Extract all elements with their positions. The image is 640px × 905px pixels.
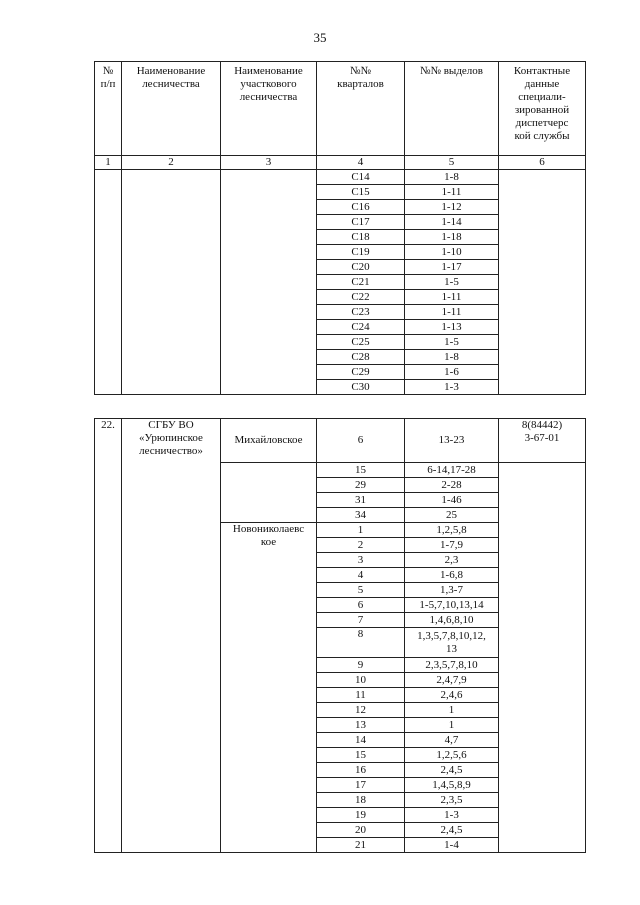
spacer-cell bbox=[95, 395, 122, 419]
quarter-cell: С18 bbox=[317, 230, 405, 245]
plots-value: 1,4,6,8,10 bbox=[429, 613, 474, 626]
quarter-cell: 16 bbox=[317, 763, 405, 778]
plots-value: 1-7,9 bbox=[440, 538, 463, 551]
forestry-name: СГБУ ВО «Урюпинское лесничество» bbox=[139, 419, 203, 457]
quarter-cell: С28 bbox=[317, 350, 405, 365]
header-plots: №№ выделов bbox=[405, 62, 499, 156]
plots-cell bbox=[405, 703, 499, 718]
plots-cell: 1-5 bbox=[405, 335, 499, 350]
plots-value: 2,3,5,7,8,10 bbox=[425, 658, 478, 671]
plots-cell bbox=[405, 523, 499, 538]
quarter-cell: 14 bbox=[317, 733, 405, 748]
quarter-cell: 10 bbox=[317, 673, 405, 688]
plots-value: 1,2,5,8 bbox=[436, 523, 467, 536]
column-number: 4 bbox=[317, 156, 405, 170]
plots-cell bbox=[405, 748, 499, 763]
plots-cell bbox=[405, 763, 499, 778]
plots-value: 1,3-7 bbox=[440, 583, 463, 596]
quarter-cell: 19 bbox=[317, 808, 405, 823]
forestry-table bbox=[94, 61, 586, 853]
quarter-cell: С30 bbox=[317, 380, 405, 395]
plots-cell: 1-17 bbox=[405, 260, 499, 275]
quarter-cell: С22 bbox=[317, 290, 405, 305]
header-number: № п/п bbox=[95, 62, 122, 156]
quarter-cell: 20 bbox=[317, 823, 405, 838]
plots-cell bbox=[405, 583, 499, 598]
district-name: Новониколаевс кое bbox=[232, 523, 305, 548]
spacer-cell bbox=[499, 395, 586, 419]
plots-cell: 1-6 bbox=[405, 365, 499, 380]
column-number-row bbox=[95, 156, 586, 170]
quarter-cell: 18 bbox=[317, 793, 405, 808]
plots-cell bbox=[405, 673, 499, 688]
spacer-cell bbox=[122, 395, 221, 419]
quarter-cell: С29 bbox=[317, 365, 405, 380]
plots-cell bbox=[405, 718, 499, 733]
plots-value: 1 bbox=[448, 703, 455, 716]
plots-value: 1-3 bbox=[444, 808, 459, 821]
plots-value: 2,4,7,9 bbox=[436, 673, 467, 686]
plots-cell: 6-14,17-28 bbox=[405, 463, 499, 478]
quarter-cell: С17 bbox=[317, 215, 405, 230]
plots-cell: 1-46 bbox=[405, 493, 499, 508]
plots-value: 1,3,5,7,8,10,12, 13 bbox=[417, 629, 486, 655]
entry-number-cell bbox=[95, 419, 122, 853]
plots-cell bbox=[405, 808, 499, 823]
plots-cell: 1-11 bbox=[405, 185, 499, 200]
plots-cell: 1-13 bbox=[405, 320, 499, 335]
quarter-cell: 6 bbox=[317, 419, 405, 463]
table-header-row bbox=[95, 62, 586, 156]
plots-cell: 1-11 bbox=[405, 290, 499, 305]
quarter-cell: 17 bbox=[317, 778, 405, 793]
forestry-name-cell bbox=[122, 419, 221, 853]
column-number: 3 bbox=[221, 156, 317, 170]
quarter-cell: 1 bbox=[317, 523, 405, 538]
header-forestry: Наименование лесничества bbox=[122, 62, 221, 156]
plots-cell: 13-23 bbox=[405, 419, 499, 463]
plots-value: 1 bbox=[448, 718, 455, 731]
column-number: 5 bbox=[405, 156, 499, 170]
plots-value: 2,4,5 bbox=[440, 823, 463, 836]
quarter-cell: С24 bbox=[317, 320, 405, 335]
quarter-cell: С16 bbox=[317, 200, 405, 215]
entry-number-cell bbox=[95, 170, 122, 395]
spacer-cell bbox=[317, 395, 405, 419]
quarter-cell: 15 bbox=[317, 463, 405, 478]
plots-cell: 1-8 bbox=[405, 170, 499, 185]
spacer-cell bbox=[405, 395, 499, 419]
district-name-cell bbox=[221, 523, 317, 853]
plots-value: 4,7 bbox=[444, 733, 459, 746]
quarter-cell: 4 bbox=[317, 568, 405, 583]
quarter-cell: С25 bbox=[317, 335, 405, 350]
plots-cell bbox=[405, 778, 499, 793]
district-name-cell bbox=[221, 463, 317, 523]
header-contact: Контактные данные специали- зированной диспетчерс кой службы bbox=[499, 62, 586, 156]
table-row bbox=[95, 170, 586, 185]
plots-cell bbox=[405, 598, 499, 613]
plots-value: 1-4 bbox=[444, 838, 459, 851]
quarter-cell: С14 bbox=[317, 170, 405, 185]
plots-cell bbox=[405, 793, 499, 808]
quarter-cell: 8 bbox=[317, 628, 405, 658]
plots-value: 2,3,5 bbox=[440, 793, 463, 806]
plots-cell bbox=[405, 613, 499, 628]
district-name-cell bbox=[221, 170, 317, 395]
plots-value: 2,4,6 bbox=[440, 688, 463, 701]
quarter-cell: 7 bbox=[317, 613, 405, 628]
plots-value: 2,3 bbox=[444, 553, 459, 566]
quarter-cell: 3 bbox=[317, 553, 405, 568]
plots-cell: 1-10 bbox=[405, 245, 499, 260]
plots-cell bbox=[405, 733, 499, 748]
quarter-cell: С21 bbox=[317, 275, 405, 290]
plots-value: 1-6,8 bbox=[440, 568, 463, 581]
plots-value: 1,4,5,8,9 bbox=[432, 778, 471, 791]
quarter-cell: 31 bbox=[317, 493, 405, 508]
column-number: 1 bbox=[95, 156, 122, 170]
quarter-cell: 13 bbox=[317, 718, 405, 733]
spacer-cell bbox=[221, 395, 317, 419]
plots-value: 2,4,5 bbox=[440, 763, 463, 776]
plots-cell bbox=[405, 538, 499, 553]
plots-value: 1,2,5,6 bbox=[436, 748, 467, 761]
quarter-cell: 15 bbox=[317, 748, 405, 763]
quarter-cell: 9 bbox=[317, 658, 405, 673]
plots-cell bbox=[405, 628, 499, 658]
quarter-cell: С20 bbox=[317, 260, 405, 275]
table-body bbox=[95, 62, 586, 853]
quarter-cell: 5 bbox=[317, 583, 405, 598]
column-number: 6 bbox=[499, 156, 586, 170]
contact-phone: 8(84442) 3-67-01 bbox=[521, 419, 563, 444]
header-quarters: №№ кварталов bbox=[317, 62, 405, 156]
plots-cell bbox=[405, 823, 499, 838]
quarter-cell: С19 bbox=[317, 245, 405, 260]
quarter-cell: 11 bbox=[317, 688, 405, 703]
quarter-cell: С23 bbox=[317, 305, 405, 320]
plots-cell: 2-28 bbox=[405, 478, 499, 493]
quarter-cell: 2 bbox=[317, 538, 405, 553]
quarter-cell: 12 bbox=[317, 703, 405, 718]
header-district: Наименование участкового лесничества bbox=[221, 62, 317, 156]
contact-cell bbox=[499, 170, 586, 395]
forestry-name-cell bbox=[122, 170, 221, 395]
plots-cell bbox=[405, 688, 499, 703]
quarter-cell: С15 bbox=[317, 185, 405, 200]
plots-value: 1-5,7,10,13,14 bbox=[419, 598, 484, 611]
section-spacer-row bbox=[95, 395, 586, 419]
entry-number: 22. bbox=[101, 419, 115, 431]
plots-cell: 25 bbox=[405, 508, 499, 523]
plots-cell bbox=[405, 553, 499, 568]
district-name: Михайловское bbox=[234, 434, 303, 446]
plots-cell: 1-12 bbox=[405, 200, 499, 215]
contact-cell bbox=[499, 463, 586, 853]
column-number: 2 bbox=[122, 156, 221, 170]
plots-cell bbox=[405, 838, 499, 853]
contact-cell bbox=[499, 419, 586, 463]
table-row bbox=[95, 419, 586, 463]
plots-cell bbox=[405, 568, 499, 583]
plots-cell: 1-8 bbox=[405, 350, 499, 365]
plots-cell: 1-18 bbox=[405, 230, 499, 245]
plots-cell: 1-14 bbox=[405, 215, 499, 230]
district-name-cell bbox=[221, 419, 317, 463]
plots-cell: 1-5 bbox=[405, 275, 499, 290]
quarter-cell: 29 bbox=[317, 478, 405, 493]
quarter-cell: 34 bbox=[317, 508, 405, 523]
plots-cell: 1-3 bbox=[405, 380, 499, 395]
quarter-cell: 21 bbox=[317, 838, 405, 853]
page-number: 35 bbox=[313, 30, 327, 45]
plots-cell: 1-11 bbox=[405, 305, 499, 320]
plots-cell bbox=[405, 658, 499, 673]
quarter-cell: 6 bbox=[317, 598, 405, 613]
